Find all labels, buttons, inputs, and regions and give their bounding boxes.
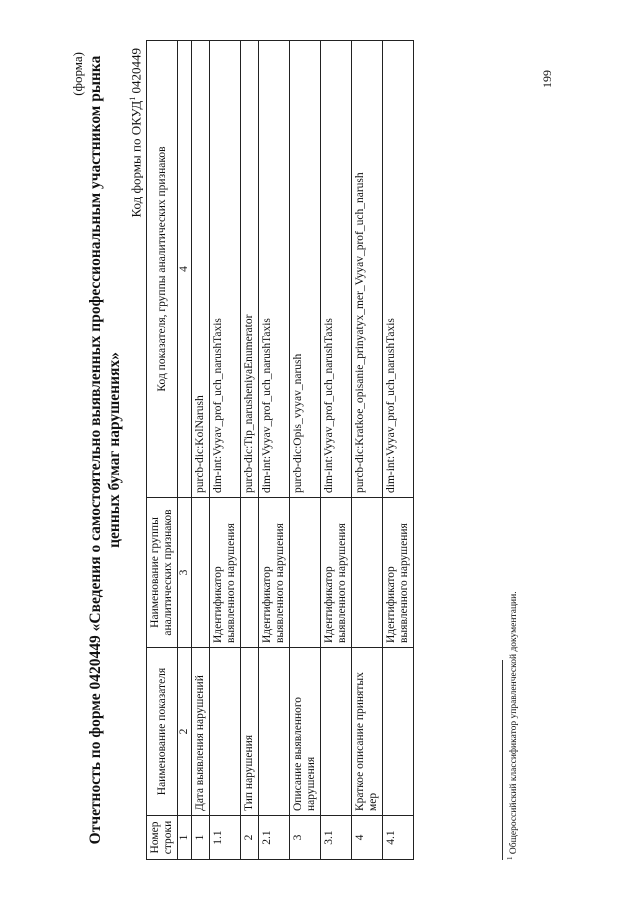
row-number: 4.1 <box>383 816 414 860</box>
indicator-code: dim-int:Vyyav_prof_uch_narushTaxis <box>383 41 414 498</box>
col-number: 4 <box>178 41 192 498</box>
row-number: 3 <box>290 816 321 860</box>
okud-code-line <box>128 48 144 217</box>
row-number: 3.1 <box>321 816 352 860</box>
indicators-table <box>146 40 414 860</box>
rotated-page <box>70 40 570 860</box>
form-label: (форма) <box>70 52 85 96</box>
table-row <box>210 41 241 860</box>
table-row <box>352 41 383 860</box>
indicator-code: purcb-dic:Tip_narusheniyaEnumerator <box>241 41 259 498</box>
footnote-text: Общероссийский классификатор управленческой документации. <box>509 591 520 855</box>
group-name: Идентификатор выявленного нарушения <box>321 498 352 648</box>
footnote-marker: 1 <box>506 856 514 860</box>
row-number: 2.1 <box>259 816 290 860</box>
indicator-name <box>210 648 241 816</box>
col-number: 1 <box>178 816 192 860</box>
group-name <box>241 498 259 648</box>
col-header-indicator-name: Наименование показателя <box>147 648 178 816</box>
table-row <box>192 41 210 860</box>
indicator-code: purcb-dic:KolNarush <box>192 41 210 498</box>
col-header-group-name: Наименование группы аналитических признаков <box>147 498 178 648</box>
group-name: Идентификатор выявленного нарушения <box>259 498 290 648</box>
page-title: Отчетность по форме 0420449 «Сведения о самостоятельно выявленных профессиональным участником рынка ценных бумаг нарушениях» <box>87 55 123 845</box>
indicator-code: dim-int:Vyyav_prof_uch_narushTaxis <box>210 41 241 498</box>
footnote <box>506 591 519 860</box>
okud-footnote-ref: 1 <box>128 96 137 101</box>
indicator-name <box>259 648 290 816</box>
group-name: Идентификатор выявленного нарушения <box>210 498 241 648</box>
okud-code: 0420449 <box>128 48 144 94</box>
column-numbers-row <box>178 41 192 860</box>
table-row <box>321 41 352 860</box>
page-number: 199 <box>540 70 554 88</box>
indicator-code: purcb-dic:Opis_vyyav_narush <box>290 41 321 498</box>
indicator-code: dim-int:Vyyav_prof_uch_narushTaxis <box>321 41 352 498</box>
group-name <box>192 498 210 648</box>
group-name <box>352 498 383 648</box>
indicator-name <box>321 648 352 816</box>
row-number: 2 <box>241 816 259 860</box>
col-number: 2 <box>178 648 192 816</box>
table-row <box>241 41 259 860</box>
indicator-name: Описание выявленного нарушения <box>290 648 321 816</box>
col-number: 3 <box>178 498 192 648</box>
group-name: Идентификатор выявленного нарушения <box>383 498 414 648</box>
col-header-row-number: Номер строки <box>147 816 178 860</box>
indicator-name: Дата выявления нарушений <box>192 648 210 816</box>
indicator-code: purcb-dic:Kratkoe_opisanie_prinyatyx_mer_Vyyav_prof_uch_narush <box>352 41 383 498</box>
row-number: 4 <box>352 816 383 860</box>
table-header-row <box>147 41 178 860</box>
footnote-divider <box>502 660 503 860</box>
row-number: 1.1 <box>210 816 241 860</box>
col-header-code: Код показателя, группы аналитических признаков <box>147 41 178 498</box>
row-number: 1 <box>192 816 210 860</box>
table-row <box>290 41 321 860</box>
indicator-name: Краткое описание принятых мер <box>352 648 383 816</box>
group-name <box>290 498 321 648</box>
table-row <box>259 41 290 860</box>
indicator-name: Тип нарушения <box>241 648 259 816</box>
indicator-code: dim-int:Vyyav_prof_uch_narushTaxis <box>259 41 290 498</box>
indicator-name <box>383 648 414 816</box>
okud-prefix: Код формы по ОКУД <box>128 100 144 218</box>
table-row <box>383 41 414 860</box>
